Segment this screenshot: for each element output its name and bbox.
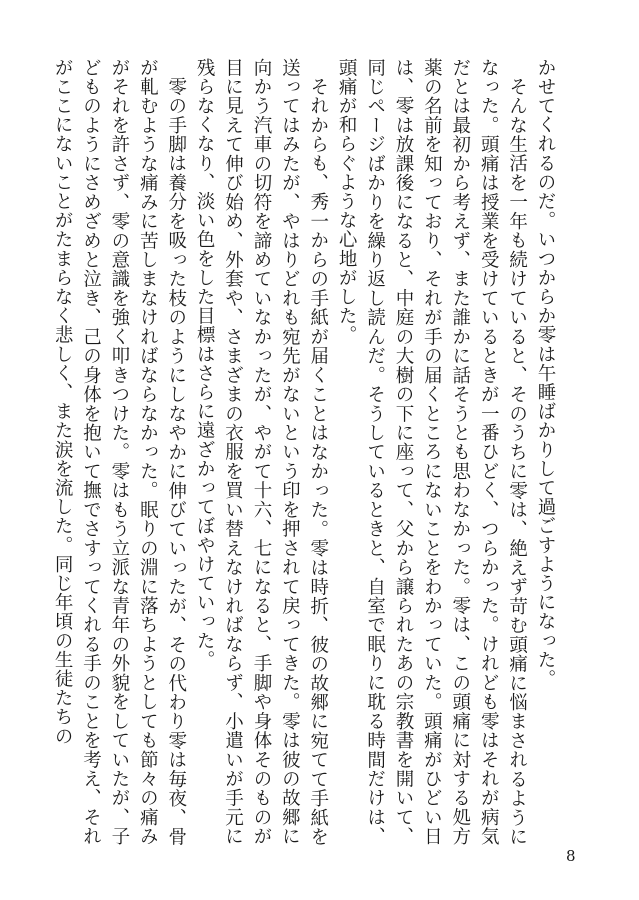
vertical-text-block [52, 58, 559, 846]
paragraph-1: かせてくれるのだ。いつからか零は午睡ばかりして過ごすようになった。 [535, 58, 556, 689]
paragraph-3: それからも、秀一からの手紙が届くことはなかった。零は時折、彼の故郷に宛てて手紙を送ってはみたが、やはりどれも宛先がないという印を押されて戻ってきた。零は彼の故郷に向かう汽車の切符を諦めていなかったが、やがて十六、七になると、手脚や身体そのものが目に見えて伸び始め、外套や、さまざまの衣服を買い替えなければならず、小遣いが手元に残らなくなり、淡い色をした目標はさらに遠ざかってぼやけていった。 [194, 58, 329, 846]
paragraph-4: 零の手脚は養分を吸った枝のようにしなやかに伸びていったが、その代わり零は毎夜、骨が軋むような痛みに苦しまなければならなかった。眠りの淵に落ちようとしても節々の痛みがそれを許さず、零の意識を強く叩きつけた。零はもう立派な青年の外貌をしていたが、子どものようにさめざめと泣き、己の身体を抱いて撫でさすってくれる手のことを考え、それがここにないことがたまらなく悲しく、また涙を流した。同じ年頃の生徒たちの [52, 58, 187, 846]
page-number: 8 [566, 847, 576, 865]
paragraph-2: そんな生活を一年も続けていると、そのうちに零は、絶えず苛む頭痛に悩まされるようになった。頭痛は授業を受けているときが一番ひどく、つらかった。けれども零はそれが病気だとは最初から考えず、また誰かに話そうとも思わなかった。零は、この頭痛に対する処方薬の名前を知っており、それが手の届くところにないことをわかっていた。頭痛がひどい日は、零は放課後になると、中庭の大樹の下に座って、父から譲られたあの宗教書を開いて、同じページばかりを繰り返し読んだ。そうしているときと、自室で眠りに耽る時間だけは、頭痛が和らぐような心地がした。 [336, 58, 528, 846]
